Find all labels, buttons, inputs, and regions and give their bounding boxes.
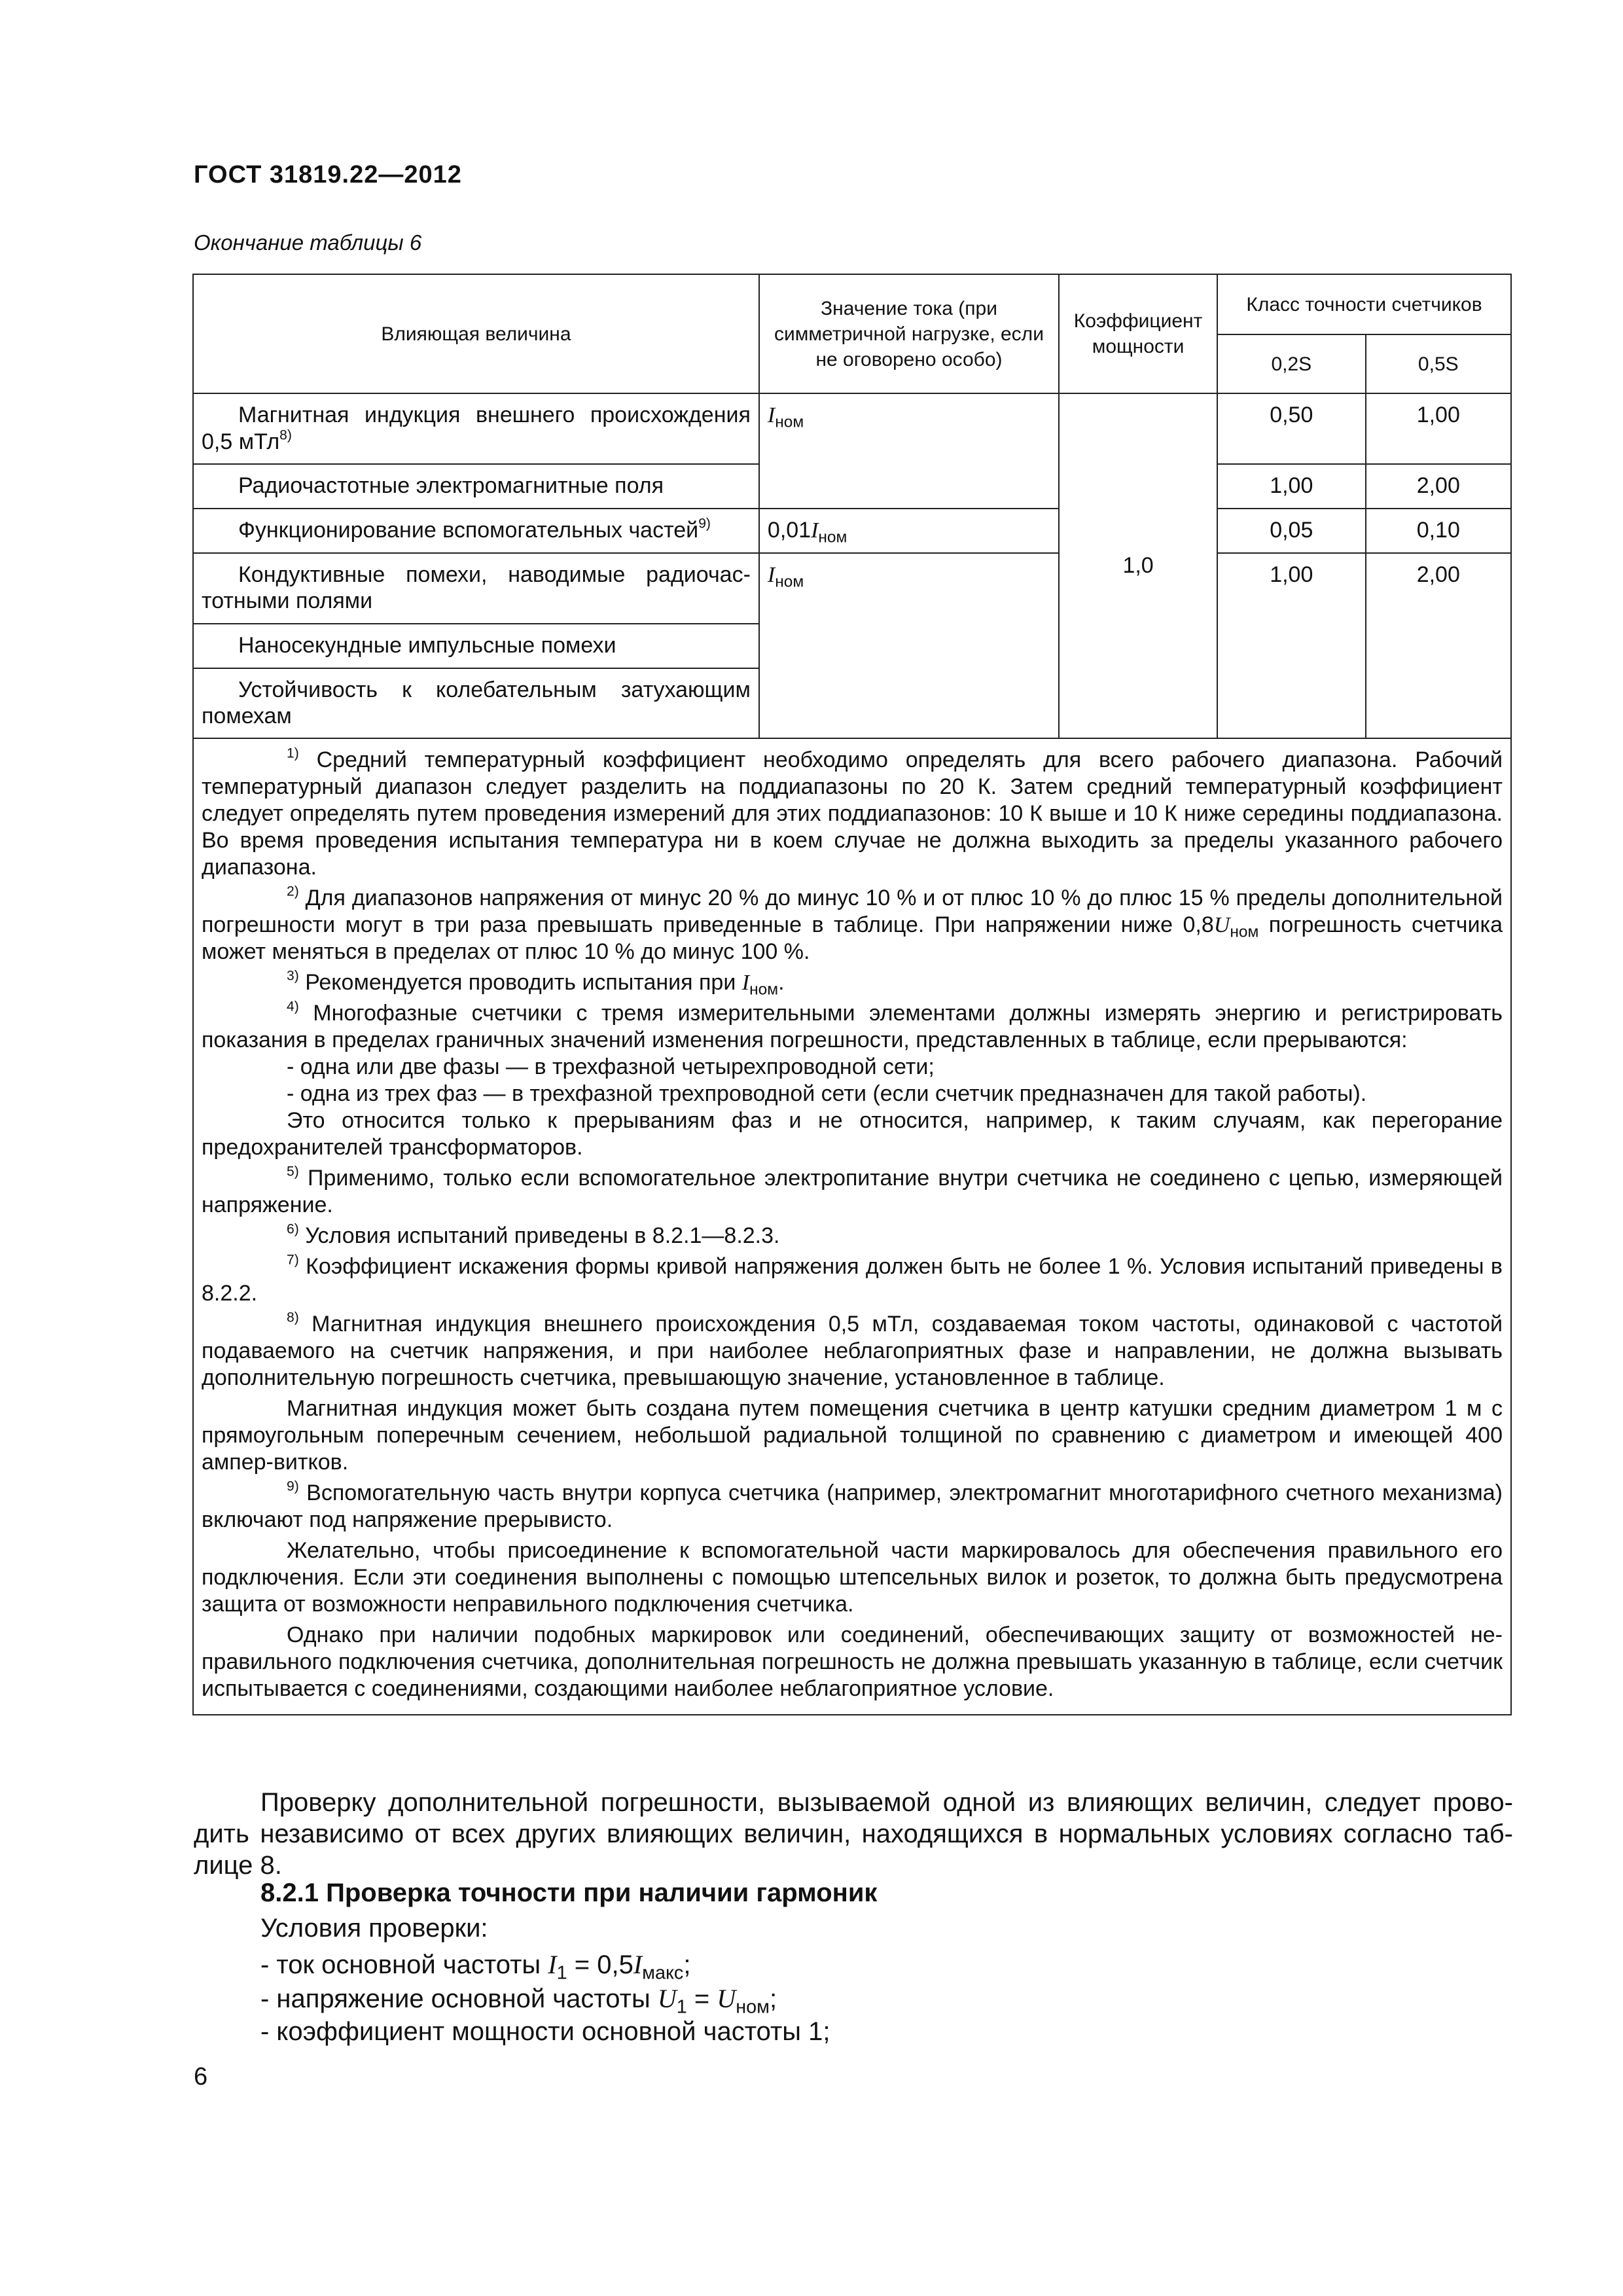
section-heading: 8.2.1 Проверка точности при наличии гармоник [260,1878,878,1907]
document-header: ГОСТ 31819.22—2012 [194,161,462,188]
footnote-3: $^{3)}$ Рекомендуется проводить испытания при $I_{ном}$. [287,968,785,999]
footnote-5: $^{5)}$ Применимо, только если вспомогательное электропитание внутри счетчика не соединено с цепью, измеряющей напряжение. [202,1164,1503,1218]
table-cell-class-0-2s: 0,05 [1217,509,1366,553]
table-cell-class-0-5s: 1,00 [1366,393,1511,464]
table-row-quantity: Функционирование вспомогательных частей$^{9)}$ [193,509,759,553]
page-number: 6 [194,2063,208,2090]
footnote-9-extra: Однако при наличии подобных маркировок или соединений, обеспечивающих защиту от возможностей неправильного подключения счетчика, дополнительная погрешность не должна превышать указанную в таблице, если счетчик испытывается с соединениями, создающими наиболее неблагоприятное условие. [202,1623,1503,1702]
table-cell-class-0-2s: 1,00 [1217,464,1366,509]
footnote-4: $^{4)}$ Многофазные счетчики с тремя измерительными элементами должны измерять энергию и регистрировать показания в пределах граничных значений изменения погрешности, представленных в таблице, если прерываются: [202,999,1503,1053]
footnote-7: $^{7)}$ Коэффициент искажения формы кривой напряжения должен быть не более 1 %. Условия испытаний приведены в 8.2.2. [202,1252,1503,1306]
footnote-9-extra: Желательно, чтобы присоединение к вспомогательной части маркировалось для обеспечения правильного его подключения. Если эти соединения выполнены с помощью штепсельных вилок и розеток, то должна быть предусмотрена защита от возможности неправильного подключения счетчика. [202,1538,1503,1617]
header-quantity: Влияющая величина [193,274,759,393]
condition-item-current: - ток основной частоты $I_1 = 0,5I_{макс}$; [260,1950,691,1984]
table-footnotes [193,738,1511,1715]
table-cell-power-factor: 1,0 [1059,393,1217,738]
table-cell-class-0-5s: 2,00 [1366,464,1511,509]
table-row-quantity: Магнитная индукция внешнего происхождения 0,5 мТл$^{8)}$ [193,393,759,464]
footnote-6: $^{6)}$ Условия испытаний приведены в 8.2.1—8.2.3. [287,1221,780,1249]
body-paragraph: Проверку дополнительной погрешности, вызываемой одной из влияющих величин, следует проводить независимо от всех других влияющих величин, находящихся в нормальных условиях согласно таблице 8. [194,1788,1513,1880]
table-row-quantity: Устойчивость к колебательным затухающим помехам [193,668,759,739]
table-cell-class-0-2s: 0,50 [1217,393,1366,464]
condition-item-voltage: - напряжение основной частоты $U_1 = U_{ном}$; [260,1984,777,2018]
table-row-quantity: Кондуктивные помехи, наводимые радиочастотными полями [193,553,759,624]
footnote-4-extra: Это относится только к прерываниям фаз и не относится, например, к таким случаям, как перегорание предохранителей трансформаторов. [202,1108,1503,1160]
footnote-8: $^{8)}$ Магнитная индукция внешнего происхождения 0,5 мТл, создаваемая током частоты, одинаковой с частотой подаваемого на счетчик напряжения, и при наиболее неблагоприятных фазе и направлении, не должна вызывать дополнительную погрешность счетчика, превышающую значение, установленное в таблице. [202,1310,1503,1391]
header-accuracy-class: Класс точности счетчиков [1217,274,1511,334]
header-class-0-5s: 0,5S [1366,334,1511,393]
table-cell-class-0-5s: 0,10 [1366,509,1511,553]
footnote-8-extra: Магнитная индукция может быть создана путем помещения счетчика в центр катушки средним диаметром 1 м с прямоугольным поперечным сечением, небольшой радиальной толщиной по сравнению с диаметром и имеющей 400 ампер-витков. [202,1396,1503,1475]
table-cell-class-0-5s: 2,00 [1366,553,1511,739]
footnote-2: $^{2)}$ Для диапазонов напряжения от минус 20 % до минус 10 % и от плюс 10 % до плюс 15 % пределы дополнительной погрешности могут в три раза превышать приведенные в таблице. При напряжении ниже $0,8U_{ном}$ погрешность счетчика может меняться в пределах от плюс 10 % до минус 100 %. [202,884,1503,965]
body-paragraph-block [194,1787,1513,1881]
condition-item-power-factor: - коэффициент мощности основной частоты 1; [260,2017,830,2046]
header-power-factor: Коэффициент мощности [1059,274,1217,393]
table-cell-current: $I_{ном}$ [759,553,1059,739]
influence-quantities-table [192,274,1512,1715]
footnote-1: $^{1)}$ Средний температурный коэффициент необходимо определять для всего рабочего диапазона. Рабочий температурный диапазон следует разделить на поддиапазоны по 20 К. Затем средний температурный коэффициент следует определять путем проведения измерений для этих поддиапазонов: 10 К выше и 10 К ниже середины поддиапазона. Во время проведения испытания температура ни в коем случае не должна выходить за пределы указанного рабочего диапазона. [202,745,1503,880]
conditions-label: Условия проверки: [260,1914,488,1943]
footnote-9: $^{9)}$ Вспомогательную часть внутри корпуса счетчика (например, электромагнит многотарифного счетного механизма) включают под напряжение прерывисто. [202,1479,1503,1533]
footnote-4-item: - одна из трех фаз — в трехфазной трехпроводной сети (если счетчик предназначен для такой работы). [287,1081,1367,1107]
table-cell-current: $0,01I_{ном}$ [759,509,1059,553]
header-current: Значение тока (при симметричной нагрузке, если не оговорено особо) [759,274,1059,393]
footnote-4-item: - одна или две фазы — в трехфазной четырехпроводной сети; [287,1054,935,1080]
table-row-quantity: Радиочастотные электромагнитные поля [193,464,759,509]
table-cell-current: $I_{ном}$ [759,393,1059,509]
header-class-0-2s: 0,2S [1217,334,1366,393]
table-caption: Окончание таблицы 6 [194,230,422,255]
table-row-quantity: Наносекундные импульсные помехи [193,624,759,668]
table-cell-class-0-2s: 1,00 [1217,553,1366,739]
